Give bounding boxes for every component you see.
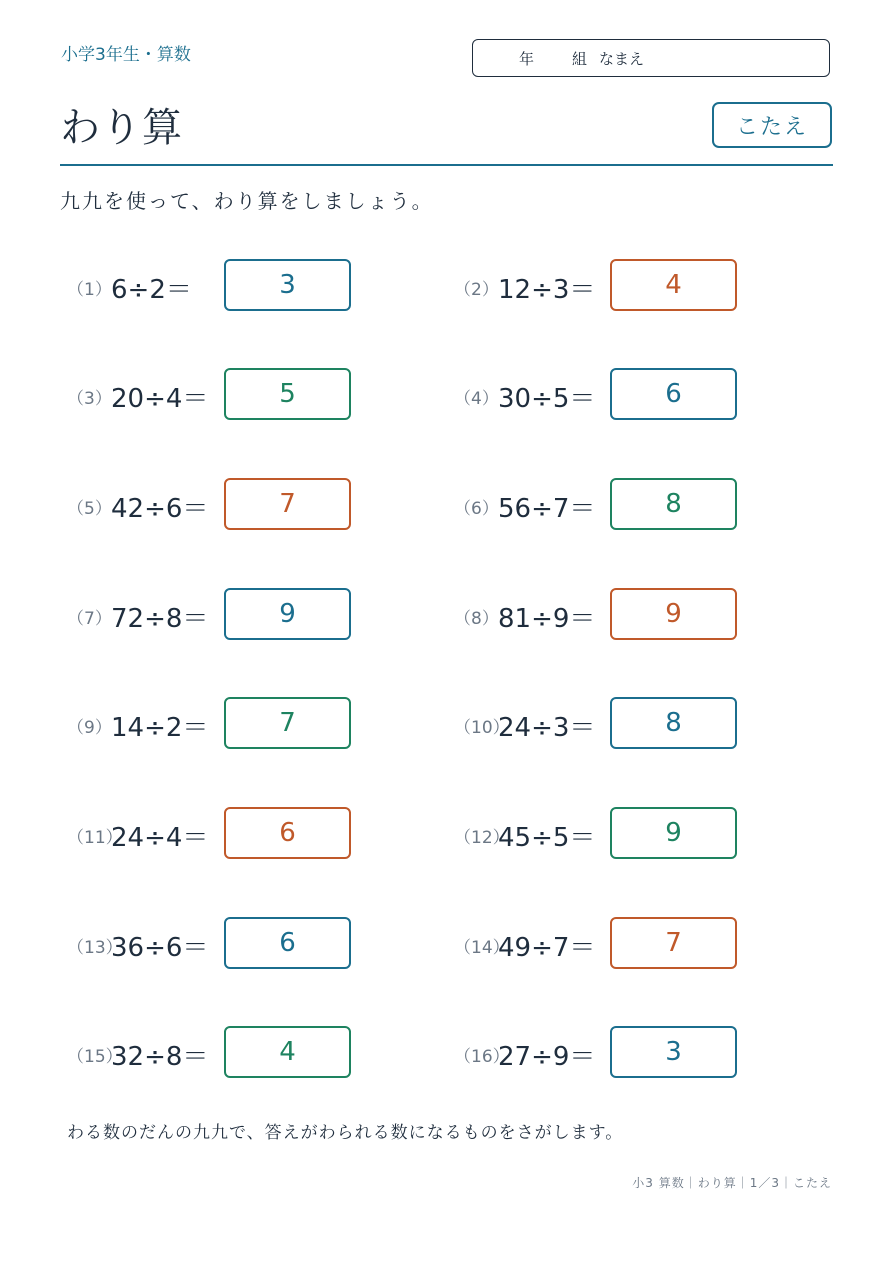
answer-box[interactable]: 6 xyxy=(610,368,737,420)
page-footer: 小3 算数｜わり算｜1／3｜こたえ xyxy=(632,1176,832,1190)
answer-box[interactable]: 9 xyxy=(610,807,737,859)
problem-number: （10） xyxy=(454,718,510,738)
problem-expression: 20÷4＝ xyxy=(111,384,209,414)
problem-number: （8） xyxy=(454,609,499,629)
answer-box[interactable]: 8 xyxy=(610,697,737,749)
problem-expression: 42÷6＝ xyxy=(111,494,209,524)
problem-expression: 81÷9＝ xyxy=(498,604,596,634)
problem-expression: 56÷7＝ xyxy=(498,494,596,524)
problem-expression: 30÷5＝ xyxy=(498,384,596,414)
problem-expression: 49÷7＝ xyxy=(498,933,596,963)
problem-number: （7） xyxy=(67,609,112,629)
problem-expression: 6÷2＝ xyxy=(111,275,192,305)
problem-number: （9） xyxy=(67,718,112,738)
answer-box[interactable]: 9 xyxy=(610,588,737,640)
answer-box[interactable]: 5 xyxy=(224,368,351,420)
answer-box[interactable]: 7 xyxy=(224,478,351,530)
name-field[interactable] xyxy=(472,39,830,77)
problem-number: （13） xyxy=(67,938,123,958)
problem-expression: 45÷5＝ xyxy=(498,823,596,853)
problem-expression: 27÷9＝ xyxy=(498,1042,596,1072)
problem-number: （14） xyxy=(454,938,510,958)
instruction-text: 九九を使って、わり算をしましょう。 xyxy=(60,189,434,213)
answer-box[interactable]: 4 xyxy=(224,1026,351,1078)
problem-expression: 14÷2＝ xyxy=(111,713,209,743)
year-label: 年 xyxy=(519,49,535,68)
page-title: わり算 xyxy=(60,105,183,151)
problem-number: （2） xyxy=(454,280,499,300)
answer-box[interactable]: 7 xyxy=(610,917,737,969)
problem-expression: 72÷8＝ xyxy=(111,604,209,634)
problem-number: （16） xyxy=(454,1047,510,1067)
header-divider xyxy=(60,164,833,166)
problem-expression: 12÷3＝ xyxy=(498,275,596,305)
name-label: なまえ xyxy=(599,49,645,68)
problem-number: （3） xyxy=(67,389,112,409)
problem-expression: 24÷4＝ xyxy=(111,823,209,853)
answer-box[interactable]: 3 xyxy=(610,1026,737,1078)
problem-expression: 36÷6＝ xyxy=(111,933,209,963)
problem-number: （5） xyxy=(67,499,112,519)
problem-number: （11） xyxy=(67,828,123,848)
answer-box[interactable]: 8 xyxy=(610,478,737,530)
problem-expression: 32÷8＝ xyxy=(111,1042,209,1072)
answer-box[interactable]: 4 xyxy=(610,259,737,311)
class-label: 組 xyxy=(572,49,588,68)
problem-number: （15） xyxy=(67,1047,123,1067)
answer-box[interactable]: 3 xyxy=(224,259,351,311)
answer-box[interactable]: 6 xyxy=(224,807,351,859)
problem-number: （4） xyxy=(454,389,499,409)
answer-key-badge: こたえ xyxy=(712,102,832,148)
grade-subject: 小学3年生・算数 xyxy=(61,45,191,65)
hint-note: わる数のだんの九九で、答えがわられる数になるものをさがします。 xyxy=(67,1123,624,1143)
problem-number: （12） xyxy=(454,828,510,848)
answer-box[interactable]: 7 xyxy=(224,697,351,749)
problem-expression: 24÷3＝ xyxy=(498,713,596,743)
problem-number: （1） xyxy=(67,280,112,300)
answer-box[interactable]: 9 xyxy=(224,588,351,640)
answer-box[interactable]: 6 xyxy=(224,917,351,969)
problem-number: （6） xyxy=(454,499,499,519)
